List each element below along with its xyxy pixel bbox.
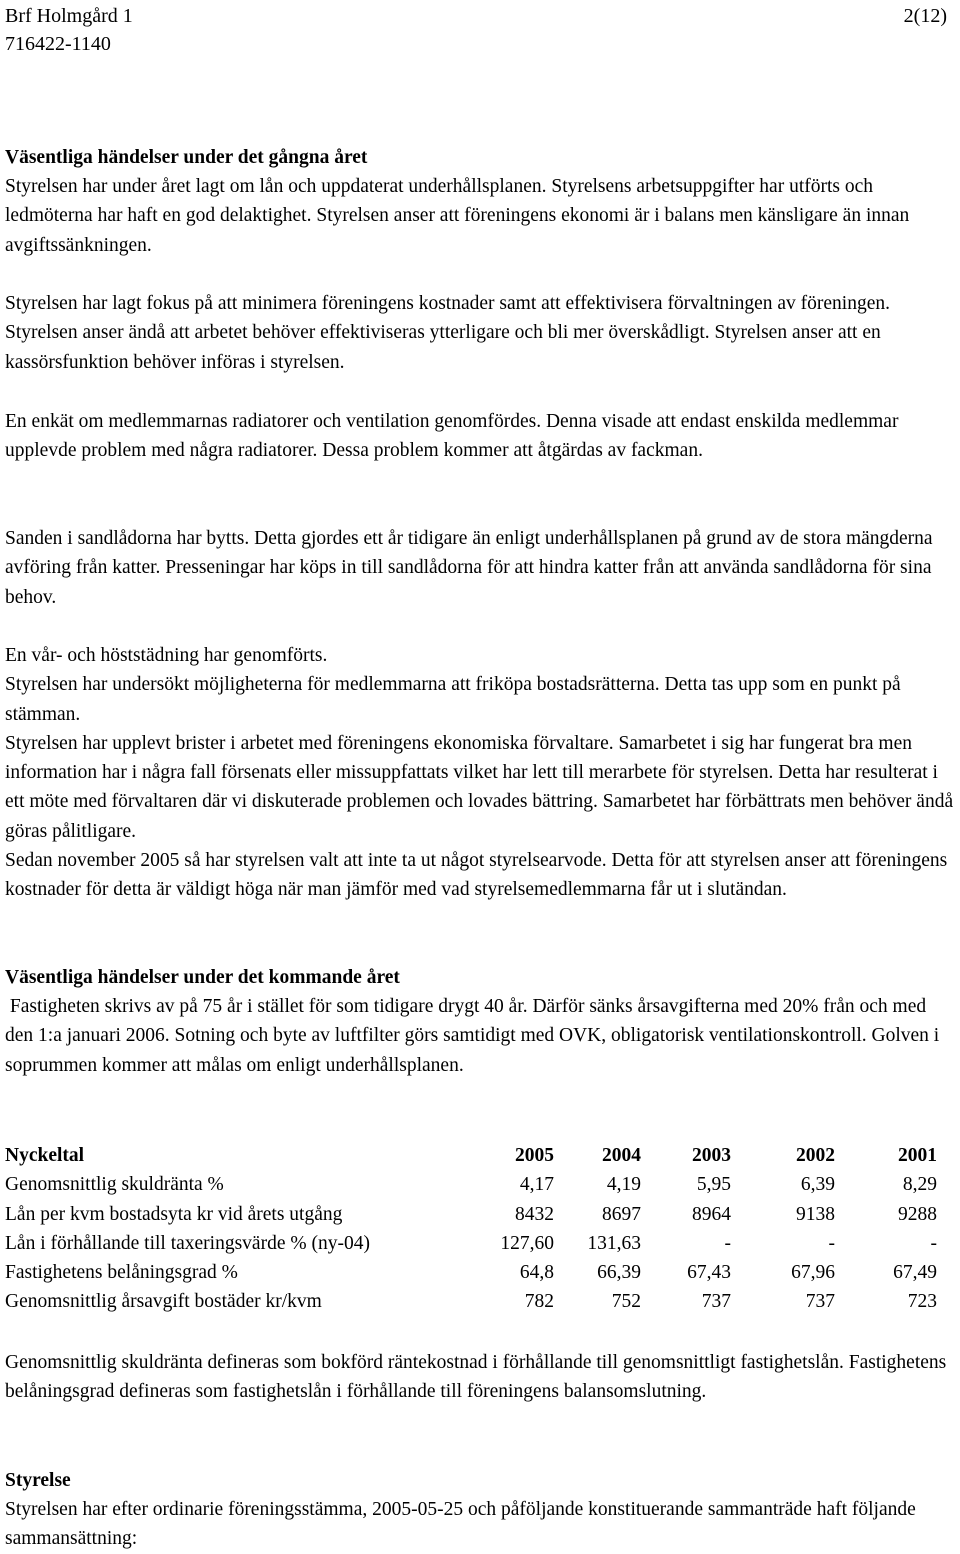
key-figures-definition: Genomsnittlig skuldränta defineras som bokförd räntekostnad i förhållande till genomsnittligt fastighetslån. Fastighetens belåningsgrad defineras som fastighetslån i förhållande till föreningens balansomslutning. xyxy=(5,1352,947,1403)
table-cell: 5,95 xyxy=(696,1174,731,1196)
key-figures-title: Nyckeltal xyxy=(5,1145,85,1166)
table-cell: 64,8 xyxy=(519,1262,554,1284)
section-heading-board: Styrelse xyxy=(5,1470,71,1491)
paragraph-past-3: En enkät om medlemmarnas radiatorer och ventilation genomfördes. Denna visade att endast enskilda medlemmar upplevde problem med några radiatorer. Dessa problem kommer att åtgärdas av fackman. xyxy=(5,411,899,462)
row-label: Fastighetens belåningsgrad % xyxy=(5,1262,238,1284)
table-cell: 66,39 xyxy=(597,1262,641,1284)
paragraph-past-5 xyxy=(5,641,957,905)
table-cell: 67,49 xyxy=(893,1262,937,1284)
year-header: 2003 xyxy=(692,1145,731,1166)
page-number: 2(12) xyxy=(903,5,947,27)
table-row xyxy=(0,1200,937,1229)
table-cell: 723 xyxy=(907,1291,937,1313)
table-cell: 9138 xyxy=(796,1203,835,1225)
paragraph-past-1: Styrelsen har under året lagt om lån och uppdaterat underhållsplanen. Styrelsens arbetsuppgifter har utförts och ledmöterna har haft en god delaktighet. Styrelsen anser att föreningens ekonomi är i balans men känsligare än innan avgiftssänkningen. xyxy=(5,176,910,256)
table-cell: 8964 xyxy=(692,1203,731,1225)
section-heading-past-year: Väsentliga händelser under det gångna året xyxy=(5,147,368,168)
table-cell: 737 xyxy=(701,1291,731,1313)
buyout-line: Styrelsen har undersökt möjligheterna för medlemmarna att friköpa bostadsrätterna. Detta tas upp som en punkt på stämman. xyxy=(5,674,901,725)
key-figures-table xyxy=(0,1141,937,1317)
table-cell: 8697 xyxy=(602,1203,641,1225)
paragraph-board-1: Styrelsen har efter ordinarie föreningsstämma, 2005-05-25 och påföljande konstituerande sammanträde haft följande sammansättning: xyxy=(5,1499,916,1550)
table-cell: - xyxy=(828,1232,835,1254)
table-cell: 67,43 xyxy=(687,1262,731,1284)
table-row xyxy=(0,1170,937,1199)
page-header xyxy=(5,2,947,58)
row-label: Genomsnittlig skuldränta % xyxy=(5,1174,224,1196)
paragraph-past-2: Styrelsen har lagt fokus på att minimera föreningens kostnader samt att effektivisera förvaltningen av föreningen. Styrelsen anser ändå att arbetet behöver effektiviseras ytterligare och bli mer överskådligt. Styrelsen anser att en kassörsfunktion behöver införas i styrelsen. xyxy=(5,293,890,373)
fee-line: Sedan november 2005 så har styrelsen valt att inte ta ut något styrelsearvode. Detta för att styrelsen anser att föreningens kostnader för detta är väldigt höga när man jämför med vad styrelsemedlemmarna får ut i slutändan. xyxy=(5,850,948,901)
administrator-line: Styrelsen har upplevt brister i arbetet med föreningens ekonomiska förvaltare. Samarbetet i sig har fungerat bra men information har i några fall försenats eller missuppfattats vilket har lett till merarbete för styrelsen. Detta har resulterat i ett möte med förvaltaren där vi diskuterade problemen och lovades bättring. Samarbetet har förbättrats men behöver ändå göras pålitligare. xyxy=(5,732,954,842)
org-number: 716422-1140 xyxy=(5,33,111,55)
row-label: Lån per kvm bostadsyta kr vid årets utgång xyxy=(5,1203,343,1225)
year-header: 2002 xyxy=(796,1145,835,1166)
table-row xyxy=(0,1229,937,1258)
section-heading-coming-year: Väsentliga händelser under det kommande året xyxy=(5,967,400,988)
row-label: Genomsnittlig årsavgift bostäder kr/kvm xyxy=(5,1291,322,1313)
table-cell: - xyxy=(724,1232,731,1254)
table-cell: 9288 xyxy=(898,1203,937,1225)
year-header: 2005 xyxy=(515,1145,554,1166)
year-header: 2001 xyxy=(898,1145,937,1166)
table-cell: 67,96 xyxy=(791,1262,835,1284)
table-cell: 752 xyxy=(611,1291,641,1313)
table-cell: 4,17 xyxy=(519,1174,554,1196)
year-header: 2004 xyxy=(602,1145,641,1166)
table-cell: 8,29 xyxy=(902,1174,937,1196)
paragraph-future-1: Fastigheten skrivs av på 75 år i stället för som tidigare drygt 40 år. Därför sänks årsavgifterna med 20% från och med den 1:a januari 2006. Sotning och byte av luftfilter görs samtidigt med OVK, obligatorisk ventilationskontroll. Golven i soprummen kommer att målas om enligt underhållsplanen. xyxy=(5,996,945,1076)
table-cell: 782 xyxy=(524,1291,554,1313)
table-row xyxy=(0,1258,937,1287)
table-cell: 4,19 xyxy=(606,1174,641,1196)
table-row xyxy=(0,1287,937,1316)
table-cell: 131,63 xyxy=(587,1232,641,1254)
table-cell: 6,39 xyxy=(800,1174,835,1196)
cleaning-line: En vår- och höststädning har genomförts. xyxy=(5,645,328,666)
table-cell: 737 xyxy=(805,1291,835,1313)
paragraph-past-4: Sanden i sandlådorna har bytts. Detta gjordes ett år tidigare än enligt underhållsplanen på grund av de stora mängderna avföring från katter. Presseningar har köps in till sandlådorna för att hindra katter från att använda sandlådorna för sina behov. xyxy=(5,528,933,608)
key-figures-header-row xyxy=(0,1141,937,1170)
table-cell: 8432 xyxy=(515,1203,554,1225)
row-label: Lån i förhållande till taxeringsvärde % (ny-04) xyxy=(5,1232,370,1254)
table-cell: 127,60 xyxy=(500,1232,554,1254)
org-name: Brf Holmgård 1 xyxy=(5,5,133,27)
table-cell: - xyxy=(930,1232,937,1254)
